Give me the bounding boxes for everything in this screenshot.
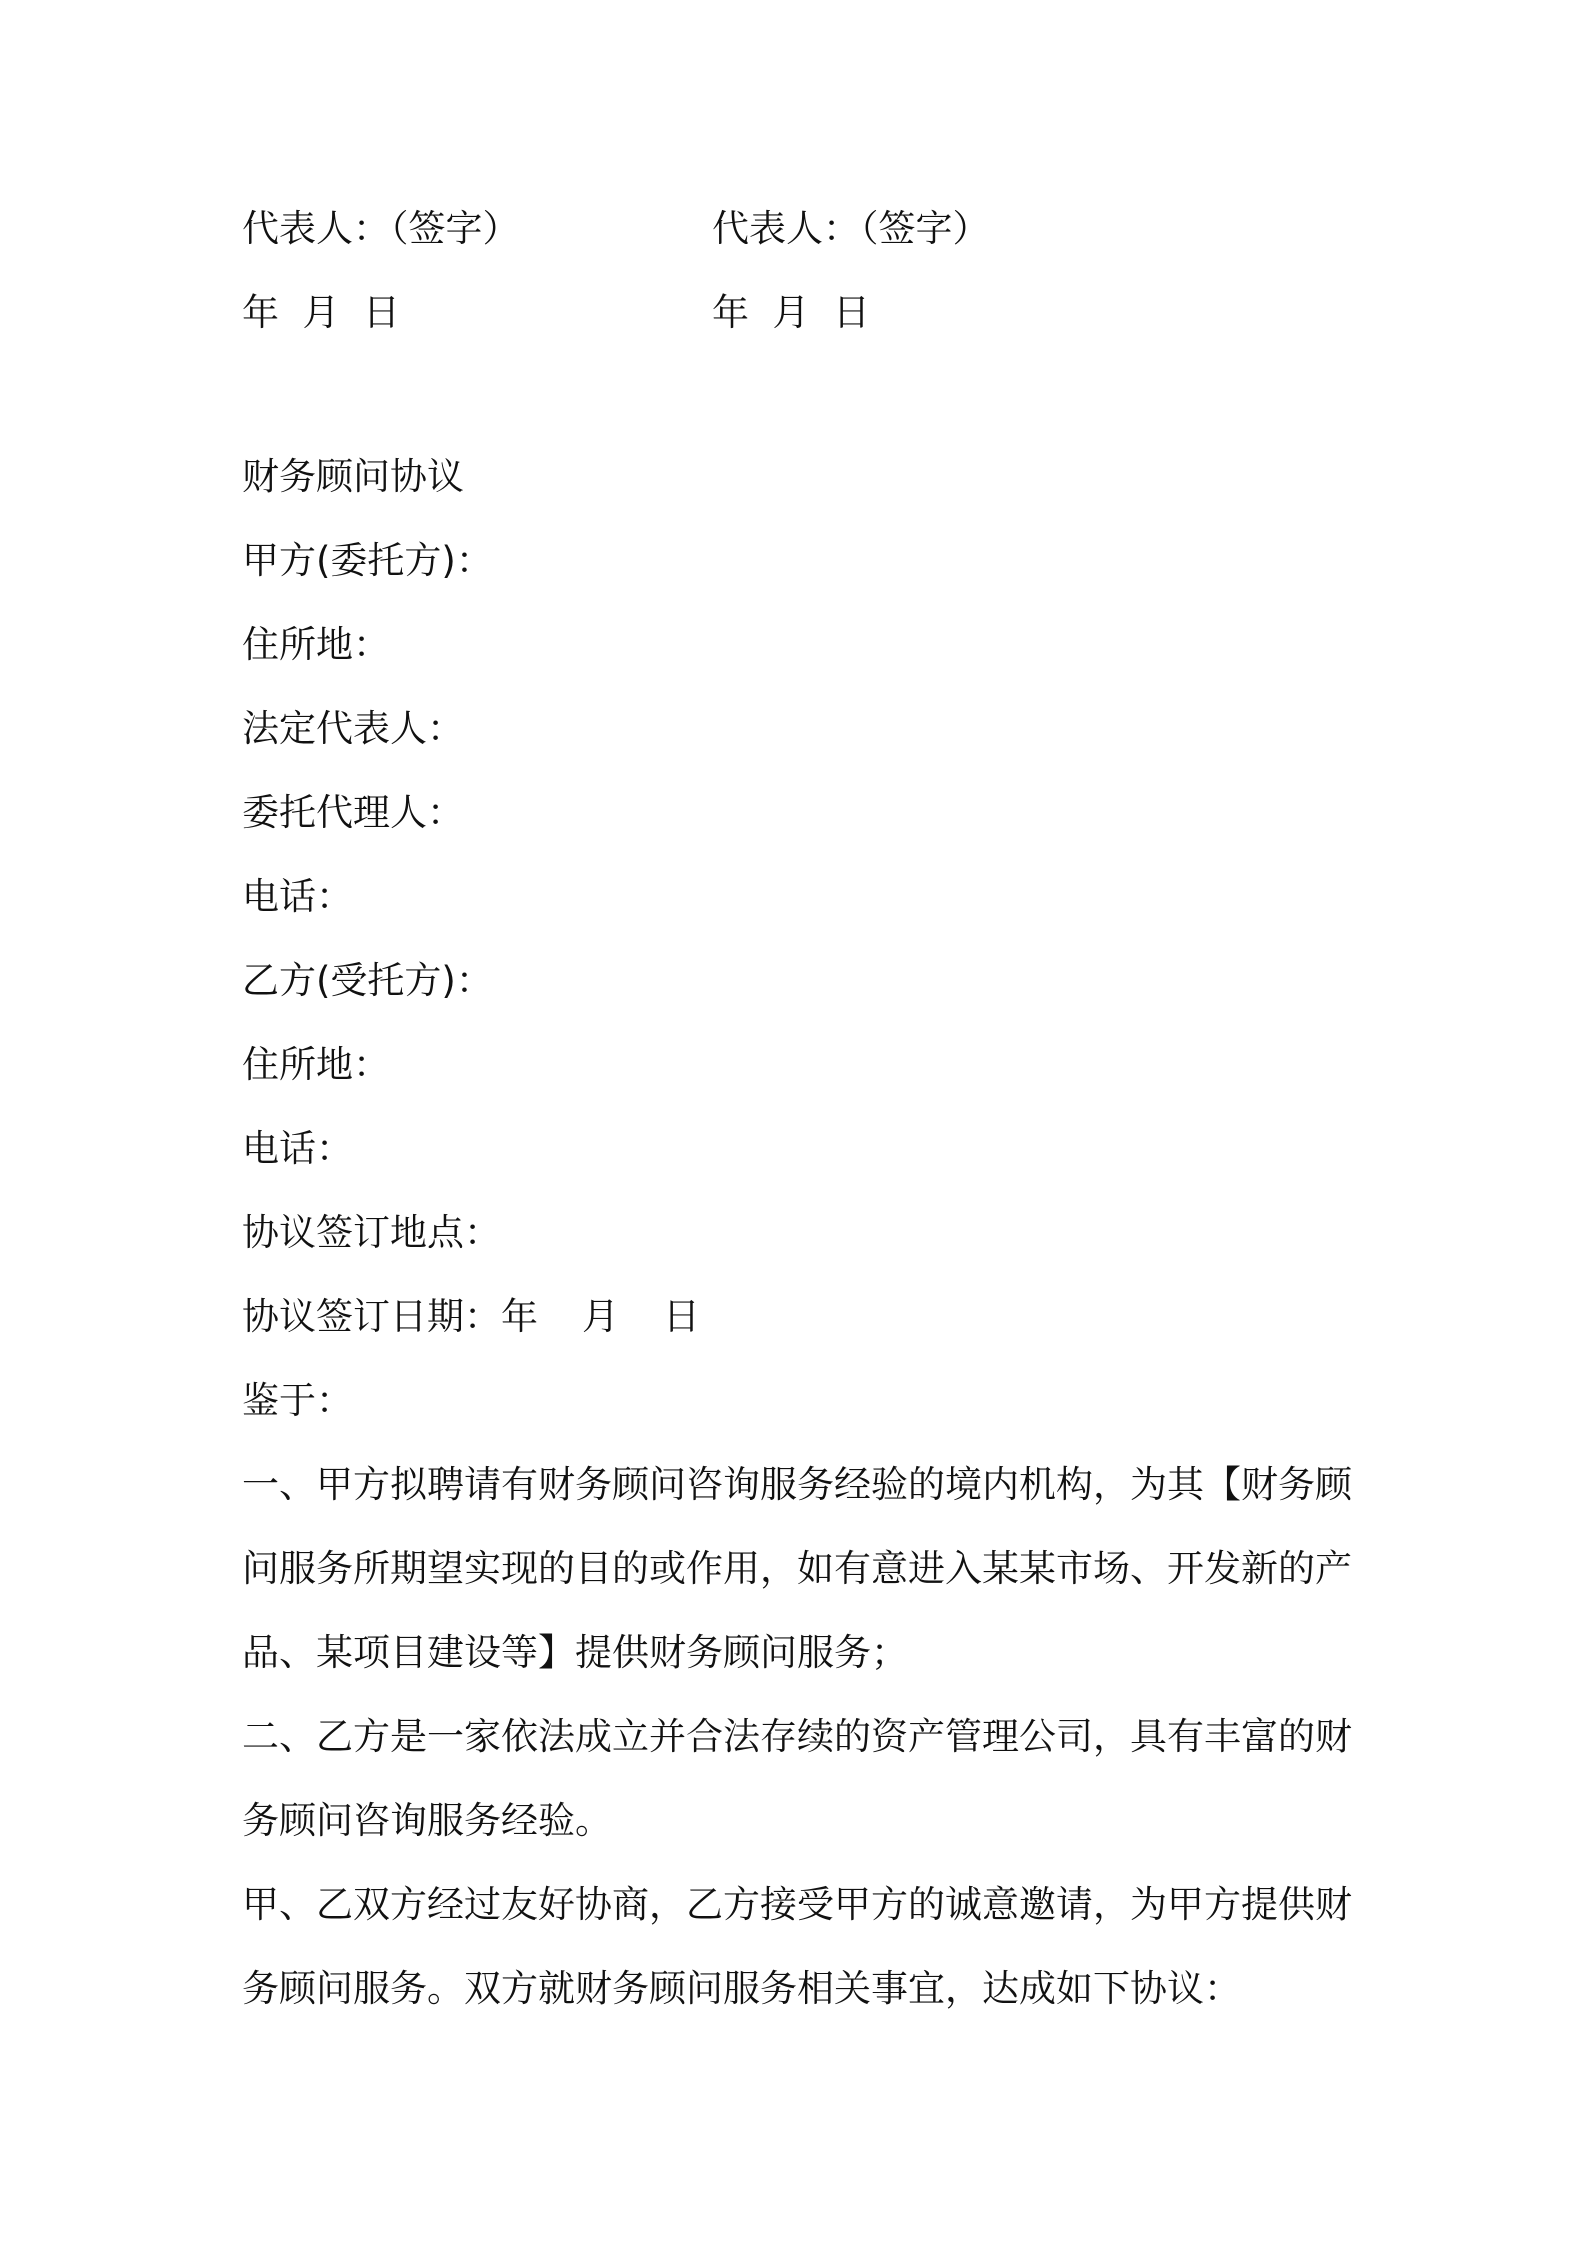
party-b-signature-date: 年 月 日 xyxy=(712,291,871,334)
signing-place-label: 协议签订地点： xyxy=(242,1211,501,1254)
party-b-address-label: 住所地： xyxy=(242,1043,390,1086)
signing-date-year: 年 xyxy=(501,1295,538,1338)
clause-two-paragraph: 二、乙方是一家依法成立并合法存续的资产管理公司，具有丰富的财务顾问咨询服务经验。 xyxy=(242,1715,1352,1842)
party-a-label: 甲方(委托方)： xyxy=(242,539,493,582)
signature-date-row xyxy=(242,284,1392,368)
signing-date-day: 日 xyxy=(663,1295,700,1338)
signing-date-month: 月 xyxy=(582,1295,619,1338)
agreement-body xyxy=(242,448,1357,2044)
whereas-label: 鉴于： xyxy=(242,1379,353,1422)
party-a-address-label: 住所地： xyxy=(242,623,390,666)
clause-one-paragraph: 一、甲方拟聘请有财务顾问咨询服务经验的境内机构，为其【财务顾问服务所期望实现的目的或作用，如有意进入某某市场、开发新的产品、某项目建设等】提供财务顾问服务； xyxy=(242,1463,1352,1674)
party-a-representative-signature: 代表人：（签字） xyxy=(242,207,520,250)
agreement-paragraph: 甲、乙双方经过友好协商，乙方接受甲方的诚意邀请，为甲方提供财务顾问服务。双方就财务顾问服务相关事宜，达成如下协议： xyxy=(242,1883,1352,2010)
document-title: 财务顾问协议 xyxy=(242,455,464,498)
party-b-representative-signature: 代表人：（签字） xyxy=(712,207,990,250)
representative-row xyxy=(242,200,1392,284)
signature-block xyxy=(242,200,1392,368)
party-a-phone-label: 电话： xyxy=(242,875,353,918)
authorized-agent-label: 委托代理人： xyxy=(242,791,464,834)
signing-date-label: 协议签订日期： xyxy=(242,1295,501,1338)
legal-representative-label: 法定代表人： xyxy=(242,707,464,750)
party-a-signature-date: 年 月 日 xyxy=(242,291,401,334)
signing-date-line xyxy=(242,1288,1357,1372)
party-b-label: 乙方(受托方)： xyxy=(242,959,493,1002)
party-b-phone-label: 电话： xyxy=(242,1127,353,1170)
